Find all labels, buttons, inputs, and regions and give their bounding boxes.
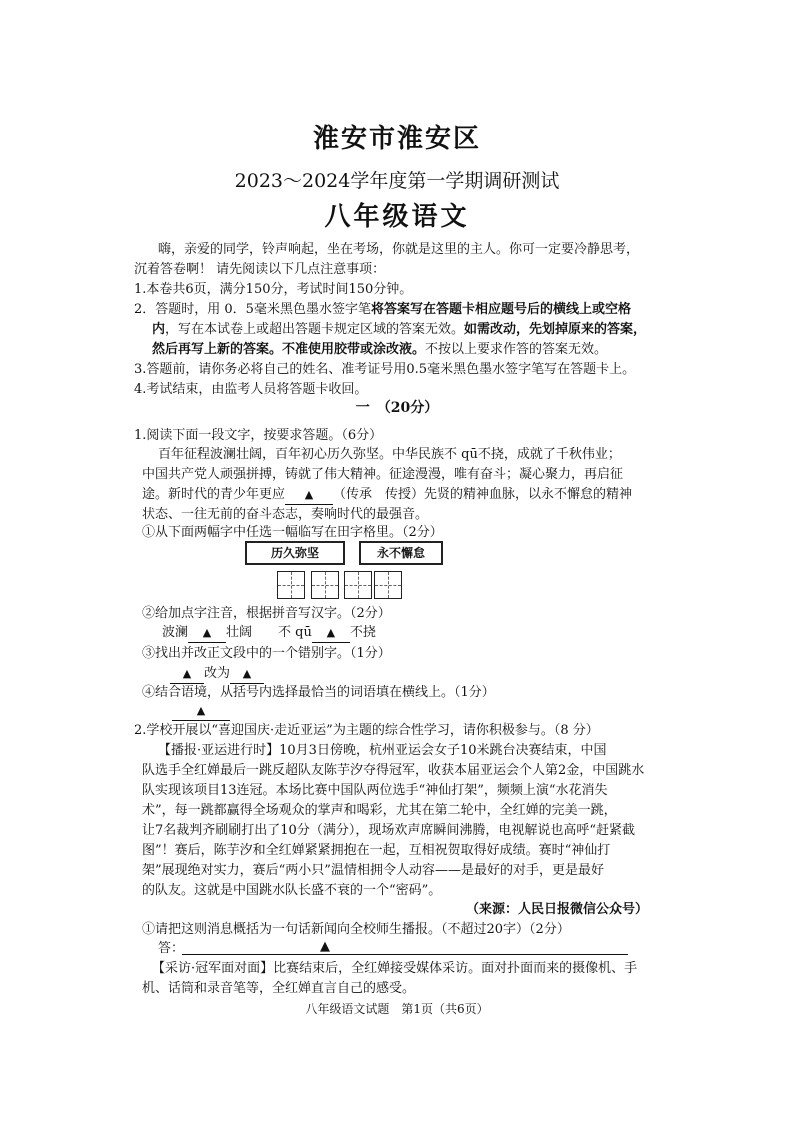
q1-sub-2: ②给加点字注音，根据拼音写汉字。（2分） [142, 606, 391, 621]
blank-marker: ▲ [202, 626, 212, 639]
q2-report-line: 队实现该项目13连冠。本场比赛中国队两位选手“神仙打架”，频频上演“水花消失 [142, 783, 608, 798]
answer-blank[interactable] [230, 665, 264, 684]
answer-label: 答： [158, 941, 185, 956]
blank-marker: ▲ [326, 626, 336, 639]
note-2-bold: 然后再写上新的答案。不准使用胶带或涂改液。 [152, 342, 426, 357]
q1-passage-line [142, 486, 632, 505]
q2-sub-1: ①请把这则消息概括为一句话新闻向全校师生播报。（不超过20字）（2分） [142, 922, 570, 937]
calligraphy-sample: 历久弥坚 [245, 541, 345, 565]
page-footer: 八年级语文试题 第1页（共6页） [305, 1002, 489, 1016]
q1-passage-line: 中国共产党人顽强拼搏，铸就了伟大精神。征途漫漫，唯有奋斗；凝心聚力，再启征 [142, 467, 624, 482]
q1-sub-4-blank [172, 702, 230, 721]
q2-report-line: 术”，每一跳都赢得全场观众的掌声和喝彩，尤其在第二轮中，全红婵的完美一跳， [142, 803, 617, 818]
q1-sub-3-blanks [170, 665, 264, 684]
answer-blank[interactable] [188, 624, 226, 643]
passage-text: 途。新时代的青少年更应 [142, 487, 286, 502]
blank-marker: ▲ [182, 667, 192, 680]
word-text: 壮阔 [226, 625, 253, 640]
q2-report-line: 让7名裁判齐刷刷打出了10分（满分），现场欢声席瞬间沸腾，电视解说也高呼“赶紧截 [142, 823, 635, 838]
note-3: 3.答题前，请你务必将自己的姓名、准考证号用0.5毫米黑色墨水签字笔写在答题卡上。 [134, 362, 636, 377]
note-1: 1.本卷共6页，满分150分，考试时间150分钟。 [134, 282, 413, 297]
q2-report-line: 的队友。这就是中国跳水队长盛不衰的一个“密码”。 [142, 883, 442, 898]
note-2-bold: 将答案写在答题卡相应题号后的横线上或空格 [370, 302, 631, 317]
note-2-line-1 [134, 301, 631, 319]
tianzige-box[interactable] [277, 571, 305, 599]
answer-line[interactable] [182, 954, 628, 955]
q2-report-line: 图”！赛后，陈芋汐和全红婵紧紧拥抱在一起，互相祝贺取得好成绩。赛时“神仙打 [142, 843, 611, 858]
section-heading: 一 （20分） [355, 400, 439, 416]
tianzige-box[interactable] [311, 571, 339, 599]
q1-sub-1: ①从下面两幅字中任选一幅临写在田字格里。（2分） [142, 525, 443, 540]
q2-source: （来源：人民日报微信公众号） [466, 902, 649, 917]
tianzige-box[interactable] [344, 571, 372, 599]
tianzige-box[interactable] [374, 571, 402, 599]
answer-blank[interactable] [170, 665, 204, 684]
word-text: 不挠 [349, 625, 376, 640]
q2-interview-line: 【采访·冠军面对面】比赛结束后，全红婵接受媒体采访。面对扑面而来的摄像机、手 [152, 961, 638, 976]
q1-passage-line: 状态、一往无前的奋斗态志，奏响时代的最强音。 [142, 507, 429, 522]
q1-passage-line: 百年征程波澜壮阔，百年初心历久弥坚。中华民族不 qū不挠，成就了千秋伟业； [158, 447, 621, 462]
blank-marker: ▲ [196, 704, 206, 717]
word-text: 波澜 [162, 625, 189, 640]
q2-report-line: 【播报·亚运进行时】10月3日傍晚，杭州亚运会女子10米跳台决赛结束，中国 [158, 743, 607, 758]
q1-stem: 1.阅读下面一段文字，按要求答题。（6分） [134, 428, 383, 443]
note-2-line-2 [152, 321, 646, 339]
note-2-bold: 如需改动，先划掉原来的答案， [464, 322, 647, 337]
answer-blank[interactable] [285, 486, 333, 505]
q1-sub-3: ③找出并改正文段中的一个错别字。（1分） [142, 646, 391, 661]
q2-stem: 2.学校开展以“喜迎国庆·走近亚运”为主题的综合性学习，请你积极参与。（8 分） [134, 723, 599, 738]
intro-line-1: 嗨，亲爱的同学，铃声响起，坐在考场，你就是这里的主人。你可一定要冷静思考， [158, 242, 640, 257]
word-text: 改为 [204, 666, 231, 681]
subject-title: 八年级语文 [324, 202, 470, 232]
answer-blank[interactable] [312, 624, 350, 643]
blank-marker: ▲ [320, 939, 330, 954]
note-2-text: 2．答题时，用 0．5毫米黑色墨水签字笔 [134, 302, 371, 317]
passage-text: （传承 传授）先贤的精神血脉，以永不懈怠的精神 [333, 487, 633, 502]
q2-interview-line: 机、话筒和录音笔等，全红婵直言自己的感受。 [142, 981, 416, 996]
q1-sub-4: ④结合语境，从括号内选择最恰当的词语填在横线上。（1分） [142, 685, 495, 700]
term-title: 2023～2024学年度第一学期调研测试 [234, 170, 560, 192]
intro-line-2: 沉着答卷啊！ 请先阅读以下几点注意事项： [134, 262, 386, 277]
blank-marker: ▲ [304, 488, 314, 501]
word-text: 不 qū [278, 625, 312, 640]
note-2-text: ，写在本试卷上或超出答题卡规定区域的答案无效。 [165, 322, 465, 337]
note-2-line-3 [152, 341, 607, 359]
q1-sub-2-blanks [162, 624, 376, 643]
blank-marker: ▲ [242, 667, 252, 680]
calligraphy-sample: 永不懈怠 [359, 541, 443, 565]
note-4: 4.考试结束，由监考人员将答题卡收回。 [134, 382, 368, 397]
answer-blank[interactable] [172, 702, 230, 721]
note-2-bold: 内 [152, 322, 166, 337]
q2-report-line: 架”展现绝对实力，赛后“两小只”温情相拥令人动容——是最好的对手，更是最好 [142, 863, 604, 878]
district-title: 淮安市淮安区 [312, 124, 481, 154]
note-2-text: 不按以上要求作答的答案无效。 [425, 342, 608, 357]
q2-report-line: 队选手全红婵最后一跳反超队友陈芋汐夺得冠军，收获本届亚运会个人第2金，中国跳水 [142, 763, 645, 778]
